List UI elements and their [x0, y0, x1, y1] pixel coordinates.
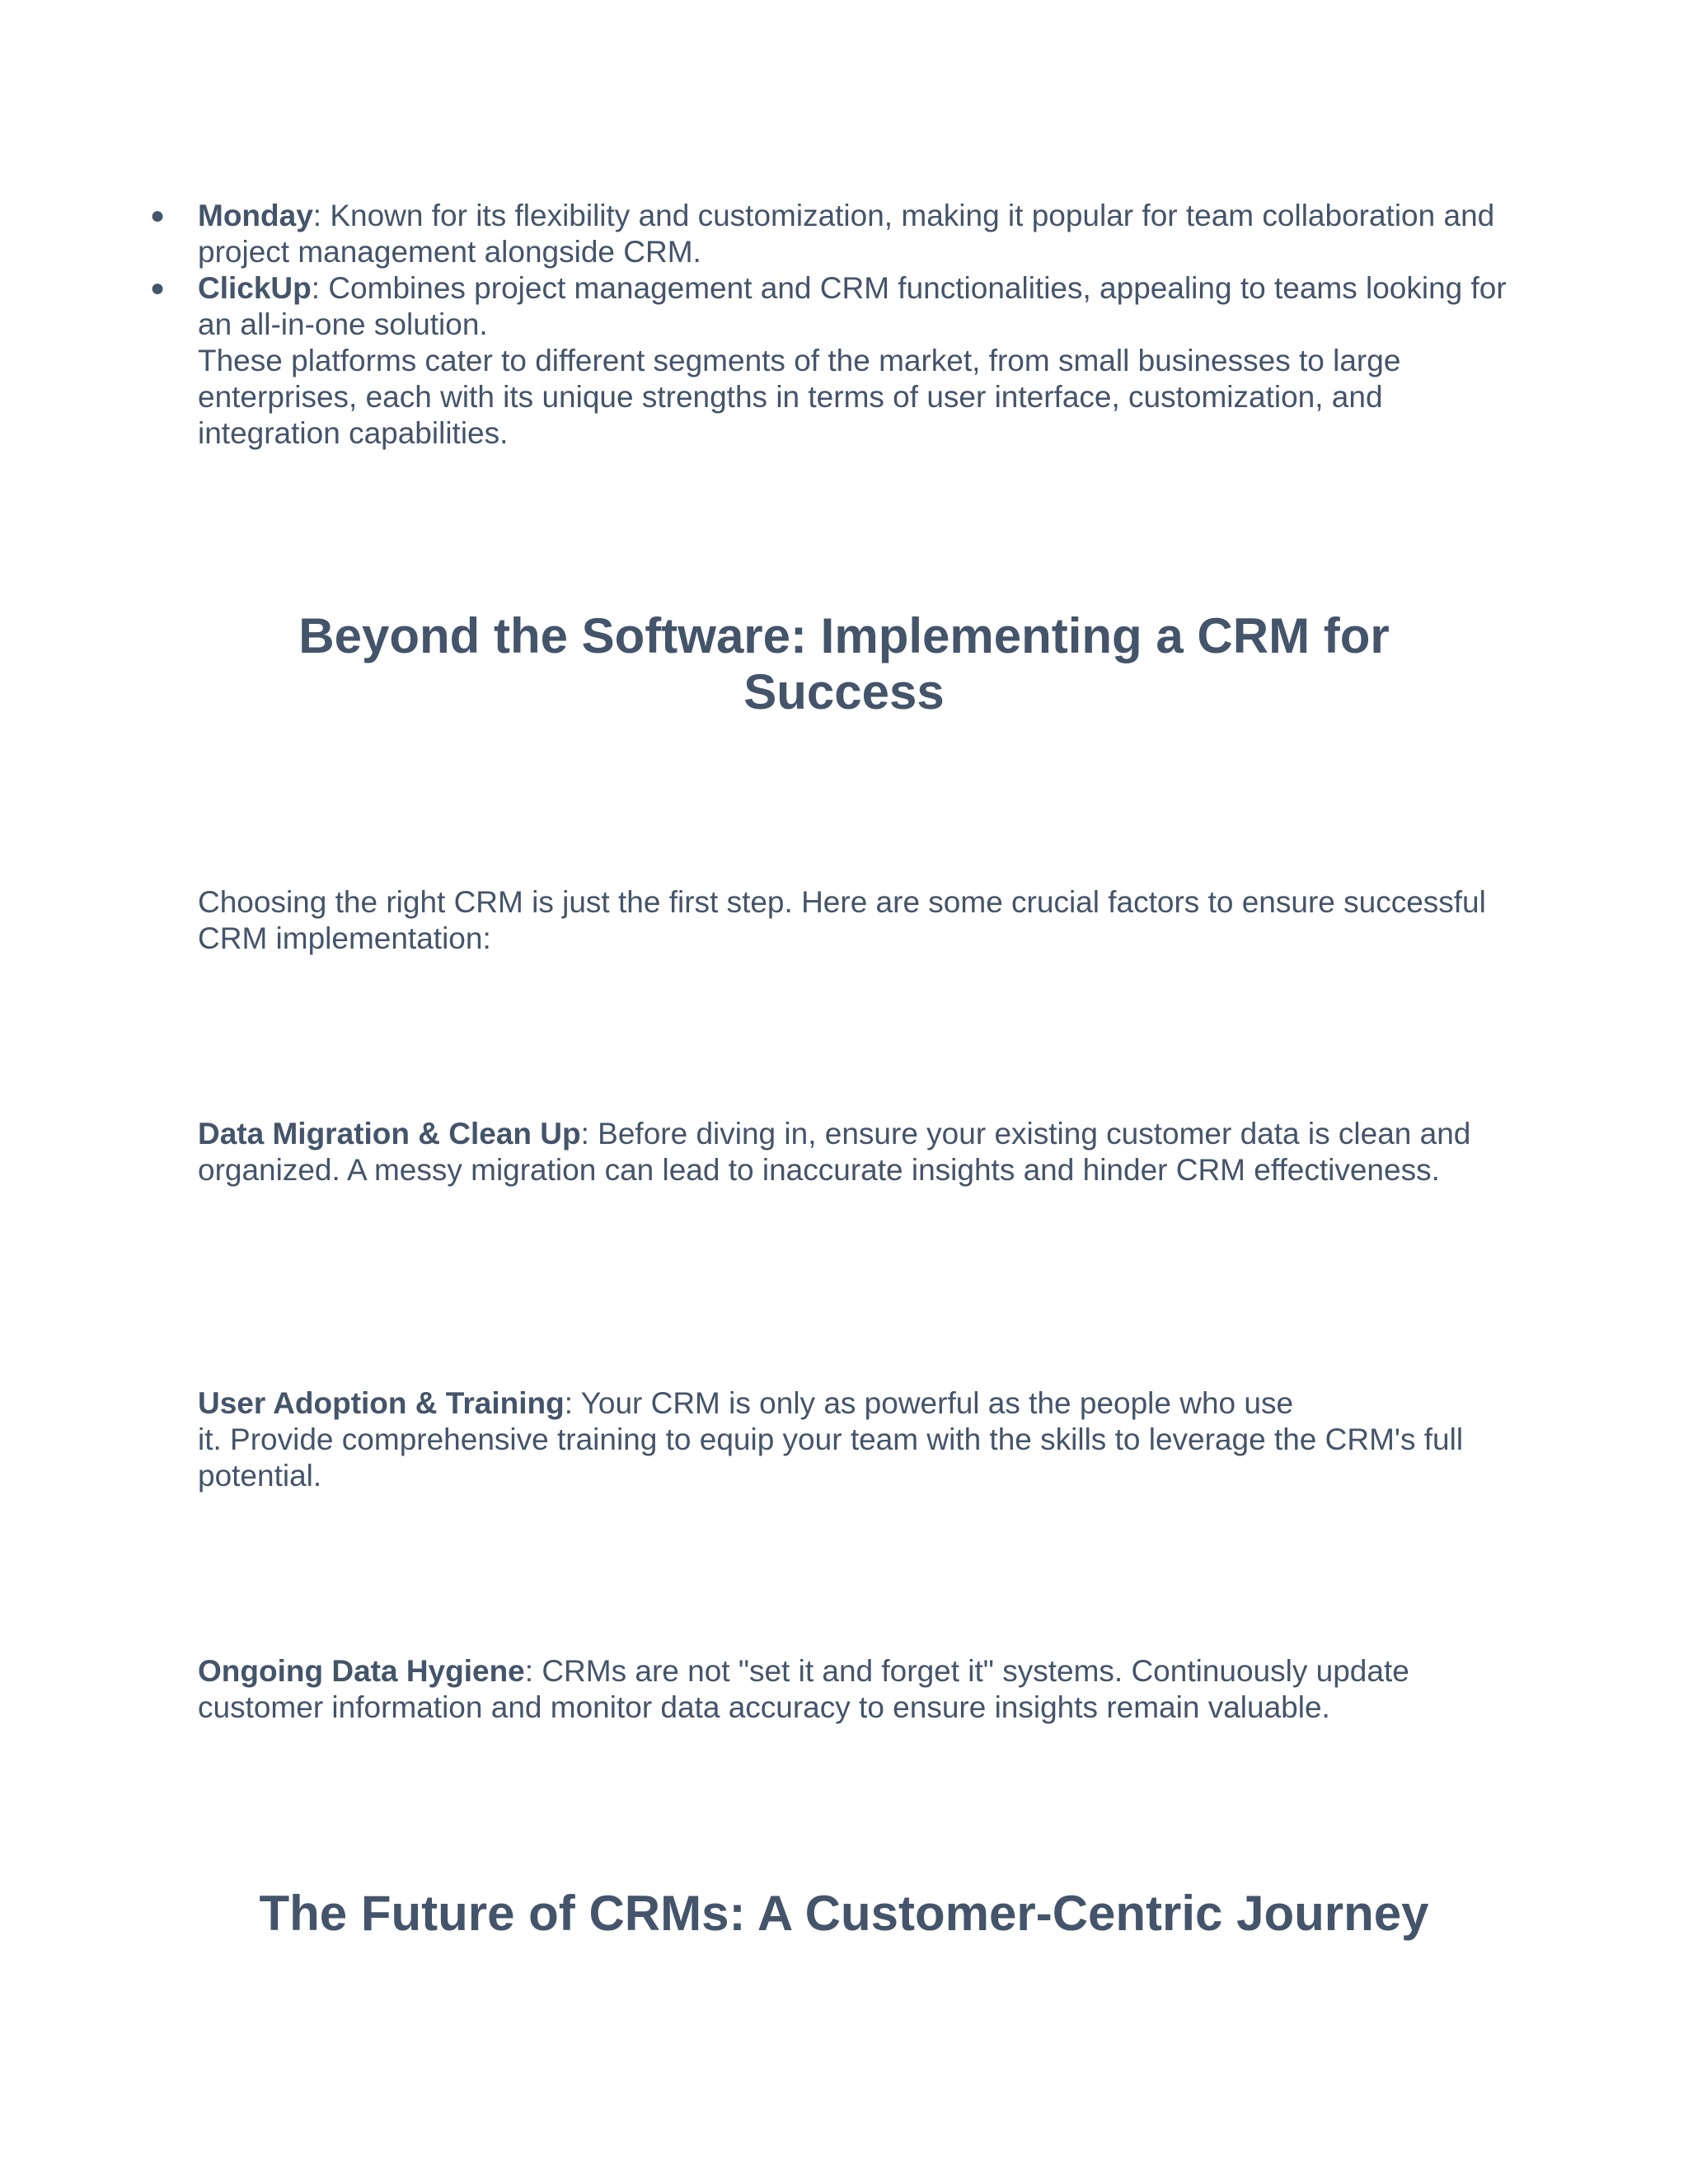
factor-paragraph-data-hygiene	[198, 1653, 1517, 1726]
list-item-term: Monday	[198, 199, 313, 232]
factor-text: : CRMs are not "set it and forget it" systems. Continuously update customer information and monitor data accuracy to ensure insights remain valuable.	[198, 1654, 1409, 1724]
factor-text: : Your CRM is only as powerful as the people who use	[564, 1386, 1294, 1420]
factor-term: Data Migration & Clean Up	[198, 1117, 581, 1151]
list-summary	[198, 343, 1517, 452]
heading-line: Success	[743, 664, 945, 719]
factor-term: User Adoption & Training	[198, 1386, 565, 1420]
list-item-text: : Known for its flexibility and customization, making it popular for team collaboration and project management alongside CRM.	[198, 199, 1495, 269]
list-item	[150, 270, 1517, 343]
heading-line: Beyond the Software: Implementing a CRM for	[298, 608, 1390, 663]
factor-paragraph-user-adoption	[198, 1385, 1517, 1494]
intro-paragraph: Choosing the right CRM is just the first step. Here are some crucial factors to ensure successful CRM implementation:	[198, 885, 1486, 955]
crm-platform-list	[150, 198, 1517, 452]
summary-paragraph: These platforms cater to different segments of the market, from small businesses to large enterprises, each with its unique strengths in terms of user interface, customization, and integration capabilities.	[198, 344, 1401, 450]
list-item	[150, 198, 1517, 270]
bullet-icon: ●	[150, 202, 166, 229]
bullet-icon: ●	[150, 274, 166, 302]
factor-term: Ongoing Data Hygiene	[198, 1654, 525, 1688]
list-item-term: ClickUp	[198, 271, 312, 305]
list-item-text: : Combines project management and CRM functionalities, appealing to teams looking for an all-in-one solution.	[198, 271, 1507, 341]
section-heading-future: The Future of CRMs: A Customer-Centric Journey	[259, 1886, 1429, 1941]
factor-text: : Before diving in, ensure your existing customer data is clean and organized. A messy migration can lead to inaccurate insights and hinder CRM effectiveness.	[198, 1117, 1471, 1187]
factor-paragraph-data-migration	[198, 1116, 1517, 1188]
section-heading-implementing	[0, 608, 1688, 720]
factor-text: it. Provide comprehensive training to equip your team with the skills to leverage the CRM's full potential.	[198, 1422, 1464, 1493]
